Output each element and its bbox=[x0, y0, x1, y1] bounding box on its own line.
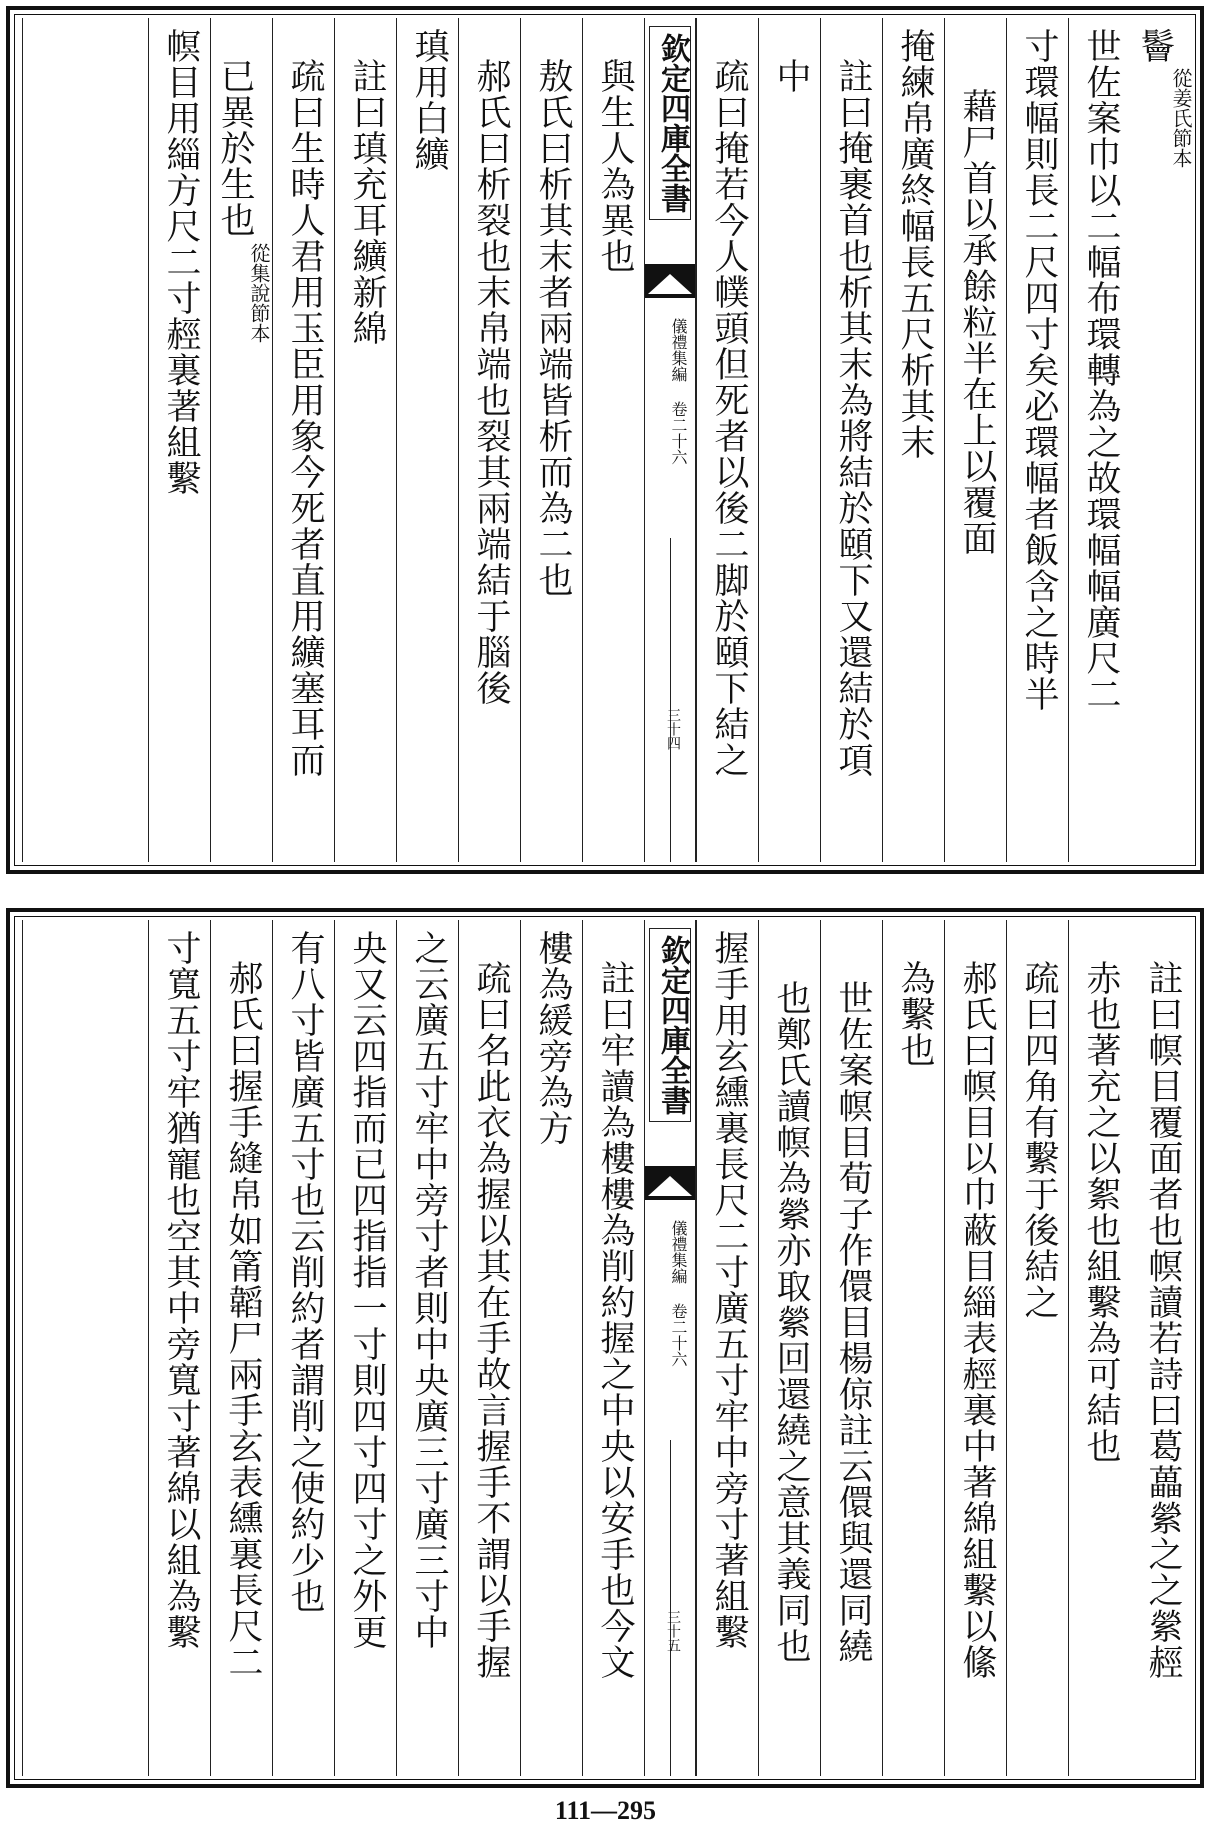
banner-title: 欽定四庫全書 bbox=[649, 26, 691, 220]
bottom-col-14 bbox=[272, 920, 334, 1776]
bottom-col-8 bbox=[696, 920, 758, 1776]
col-text: 有八寸皆廣五寸也云削約者謂削之使約少也 bbox=[285, 930, 325, 1614]
col-text: 敖氏曰析其末者兩端皆析而為二也 bbox=[533, 58, 573, 598]
top-col-16 bbox=[148, 18, 210, 862]
bottom-col-11 bbox=[458, 920, 520, 1776]
bottom-col-3 bbox=[1006, 920, 1068, 1776]
bottom-leaf bbox=[6, 908, 1204, 1788]
col-text: 幎目用緇方尺二寸䞓裏著組繫 bbox=[161, 28, 201, 496]
top-col-5 bbox=[882, 18, 944, 862]
fish-tail-mark bbox=[645, 1166, 695, 1200]
bottom-col-4 bbox=[944, 920, 1006, 1776]
col-text: 疏曰掩若今人幞頭但死者以後二脚於頤下結之 bbox=[709, 58, 749, 778]
banner-title: 欽定四庫全書 bbox=[649, 928, 691, 1122]
bottom-col-13 bbox=[334, 920, 396, 1776]
col-text: 樓為緩旁為方 bbox=[533, 930, 573, 1146]
col-text: 握手用玄纁裏長尺二寸廣五寸牢中旁寸著組繫 bbox=[709, 930, 749, 1650]
bottom-col-5 bbox=[882, 920, 944, 1776]
top-col-11 bbox=[458, 18, 520, 862]
fish-tail-mark bbox=[645, 264, 695, 298]
top-col-6 bbox=[820, 18, 882, 862]
bottom-col-16 bbox=[148, 920, 210, 1776]
col-text: 註曰幎目覆面者也幎讀若詩曰葛藟縈之之縈䞓 bbox=[1143, 960, 1183, 1680]
col-text: 郝氏曰握手縫帛如筩韜尸兩手玄表纁裏長尺二 bbox=[223, 960, 263, 1680]
top-banner bbox=[644, 18, 696, 862]
top-col-1 bbox=[1130, 18, 1192, 862]
bottom-col-6 bbox=[820, 920, 882, 1776]
top-col-margin bbox=[22, 18, 148, 862]
col-text: 已異於生也 bbox=[215, 58, 255, 238]
top-col-3 bbox=[1006, 18, 1068, 862]
bottom-col-2 bbox=[1068, 920, 1130, 1776]
banner-divider bbox=[670, 538, 671, 862]
col-text: 註曰牢讀為樓樓為削約握之中央以安手也今文 bbox=[595, 960, 635, 1680]
col-text: 赤也著充之以絮也組繫為可結也 bbox=[1081, 960, 1121, 1464]
banner-divider bbox=[670, 1440, 671, 1776]
bottom-leaf-frame bbox=[18, 920, 1192, 1776]
bottom-col-15 bbox=[210, 920, 272, 1776]
top-col-13 bbox=[334, 18, 396, 862]
top-col-8 bbox=[696, 18, 758, 862]
top-col-9 bbox=[582, 18, 644, 862]
col-text: 疏曰名此衣為握以其在手故言握手不謂以手握 bbox=[471, 960, 511, 1680]
col-text: 郝氏曰析裂也末帛端也裂其兩端結于腦後 bbox=[471, 58, 511, 706]
top-col-4 bbox=[944, 18, 1006, 862]
col-text: 郝氏曰幎目以巾蔽目緇表䞓裏中著綿組繫以絛 bbox=[957, 960, 997, 1680]
col-text: 世佐案巾以二幅布環轉為之故環幅幅廣尺二 bbox=[1081, 28, 1121, 712]
banner-subtitle: 儀禮集編 卷二十六 bbox=[669, 1220, 688, 1367]
col-text: 世佐案幎目荀子作儇目楊倞註云儇與還同繞 bbox=[833, 980, 873, 1664]
col-text: 瑱用白纊 bbox=[409, 28, 449, 172]
col-text: 掩練帛廣終幅長五尺析其末 bbox=[895, 28, 935, 460]
bottom-col-9 bbox=[582, 920, 644, 1776]
col-text: 央又云四指而已四指指一寸則四寸四寸之外更 bbox=[347, 930, 387, 1650]
col-text: 與生人為異也 bbox=[595, 58, 635, 274]
banner-page-number: 三十五 bbox=[665, 1610, 681, 1652]
col-note: 從姜氏節本 bbox=[1169, 68, 1193, 168]
col-text: 寸寬五寸牢猶寵也空其中旁寬寸著綿以組為繫 bbox=[161, 930, 201, 1650]
bottom-col-7 bbox=[758, 920, 820, 1776]
bottom-col-12 bbox=[396, 920, 458, 1776]
col-text: 註曰瑱充耳纊新綿 bbox=[347, 58, 387, 346]
col-text: 中 bbox=[771, 58, 811, 94]
banner-subtitle: 儀禮集編 卷二十六 bbox=[669, 318, 688, 465]
top-col-2 bbox=[1068, 18, 1130, 862]
page-footer-label: 111—295 bbox=[554, 1796, 657, 1825]
top-leaf bbox=[6, 6, 1204, 874]
col-text: 之云廣五寸牢中旁寸者則中央廣三寸廣三寸中 bbox=[409, 930, 449, 1650]
col-text: 疏曰四角有繫于後結之 bbox=[1019, 960, 1059, 1320]
col-text: 疏曰生時人君用玉臣用象今死者直用纊塞耳而 bbox=[285, 58, 325, 778]
top-col-10 bbox=[520, 18, 582, 862]
bottom-col-10 bbox=[520, 920, 582, 1776]
col-text: 也鄭氏讀幎為縈亦取縈回還繞之意其義同也 bbox=[771, 980, 811, 1664]
col-text: 鬠 bbox=[1135, 28, 1175, 64]
top-col-7 bbox=[758, 18, 820, 862]
col-text: 寸環幅則長二尺四寸矣必環幅者飯含之時半 bbox=[1019, 28, 1059, 712]
banner-page-number: 三十四 bbox=[665, 708, 681, 750]
col-note: 從集說節本 bbox=[247, 243, 271, 343]
bottom-col-1 bbox=[1130, 920, 1192, 1776]
col-text: 為繫也 bbox=[895, 960, 935, 1068]
top-leaf-frame bbox=[18, 18, 1192, 862]
top-col-14 bbox=[272, 18, 334, 862]
bottom-col-margin bbox=[22, 920, 148, 1776]
col-text: 註曰掩裹首也析其末為將結於頤下又還結於項 bbox=[833, 58, 873, 778]
top-col-12 bbox=[396, 18, 458, 862]
top-col-15 bbox=[210, 18, 272, 862]
bottom-banner bbox=[644, 920, 696, 1776]
col-text: 藉尸首以承餘粒半在上以覆面 bbox=[957, 88, 997, 556]
